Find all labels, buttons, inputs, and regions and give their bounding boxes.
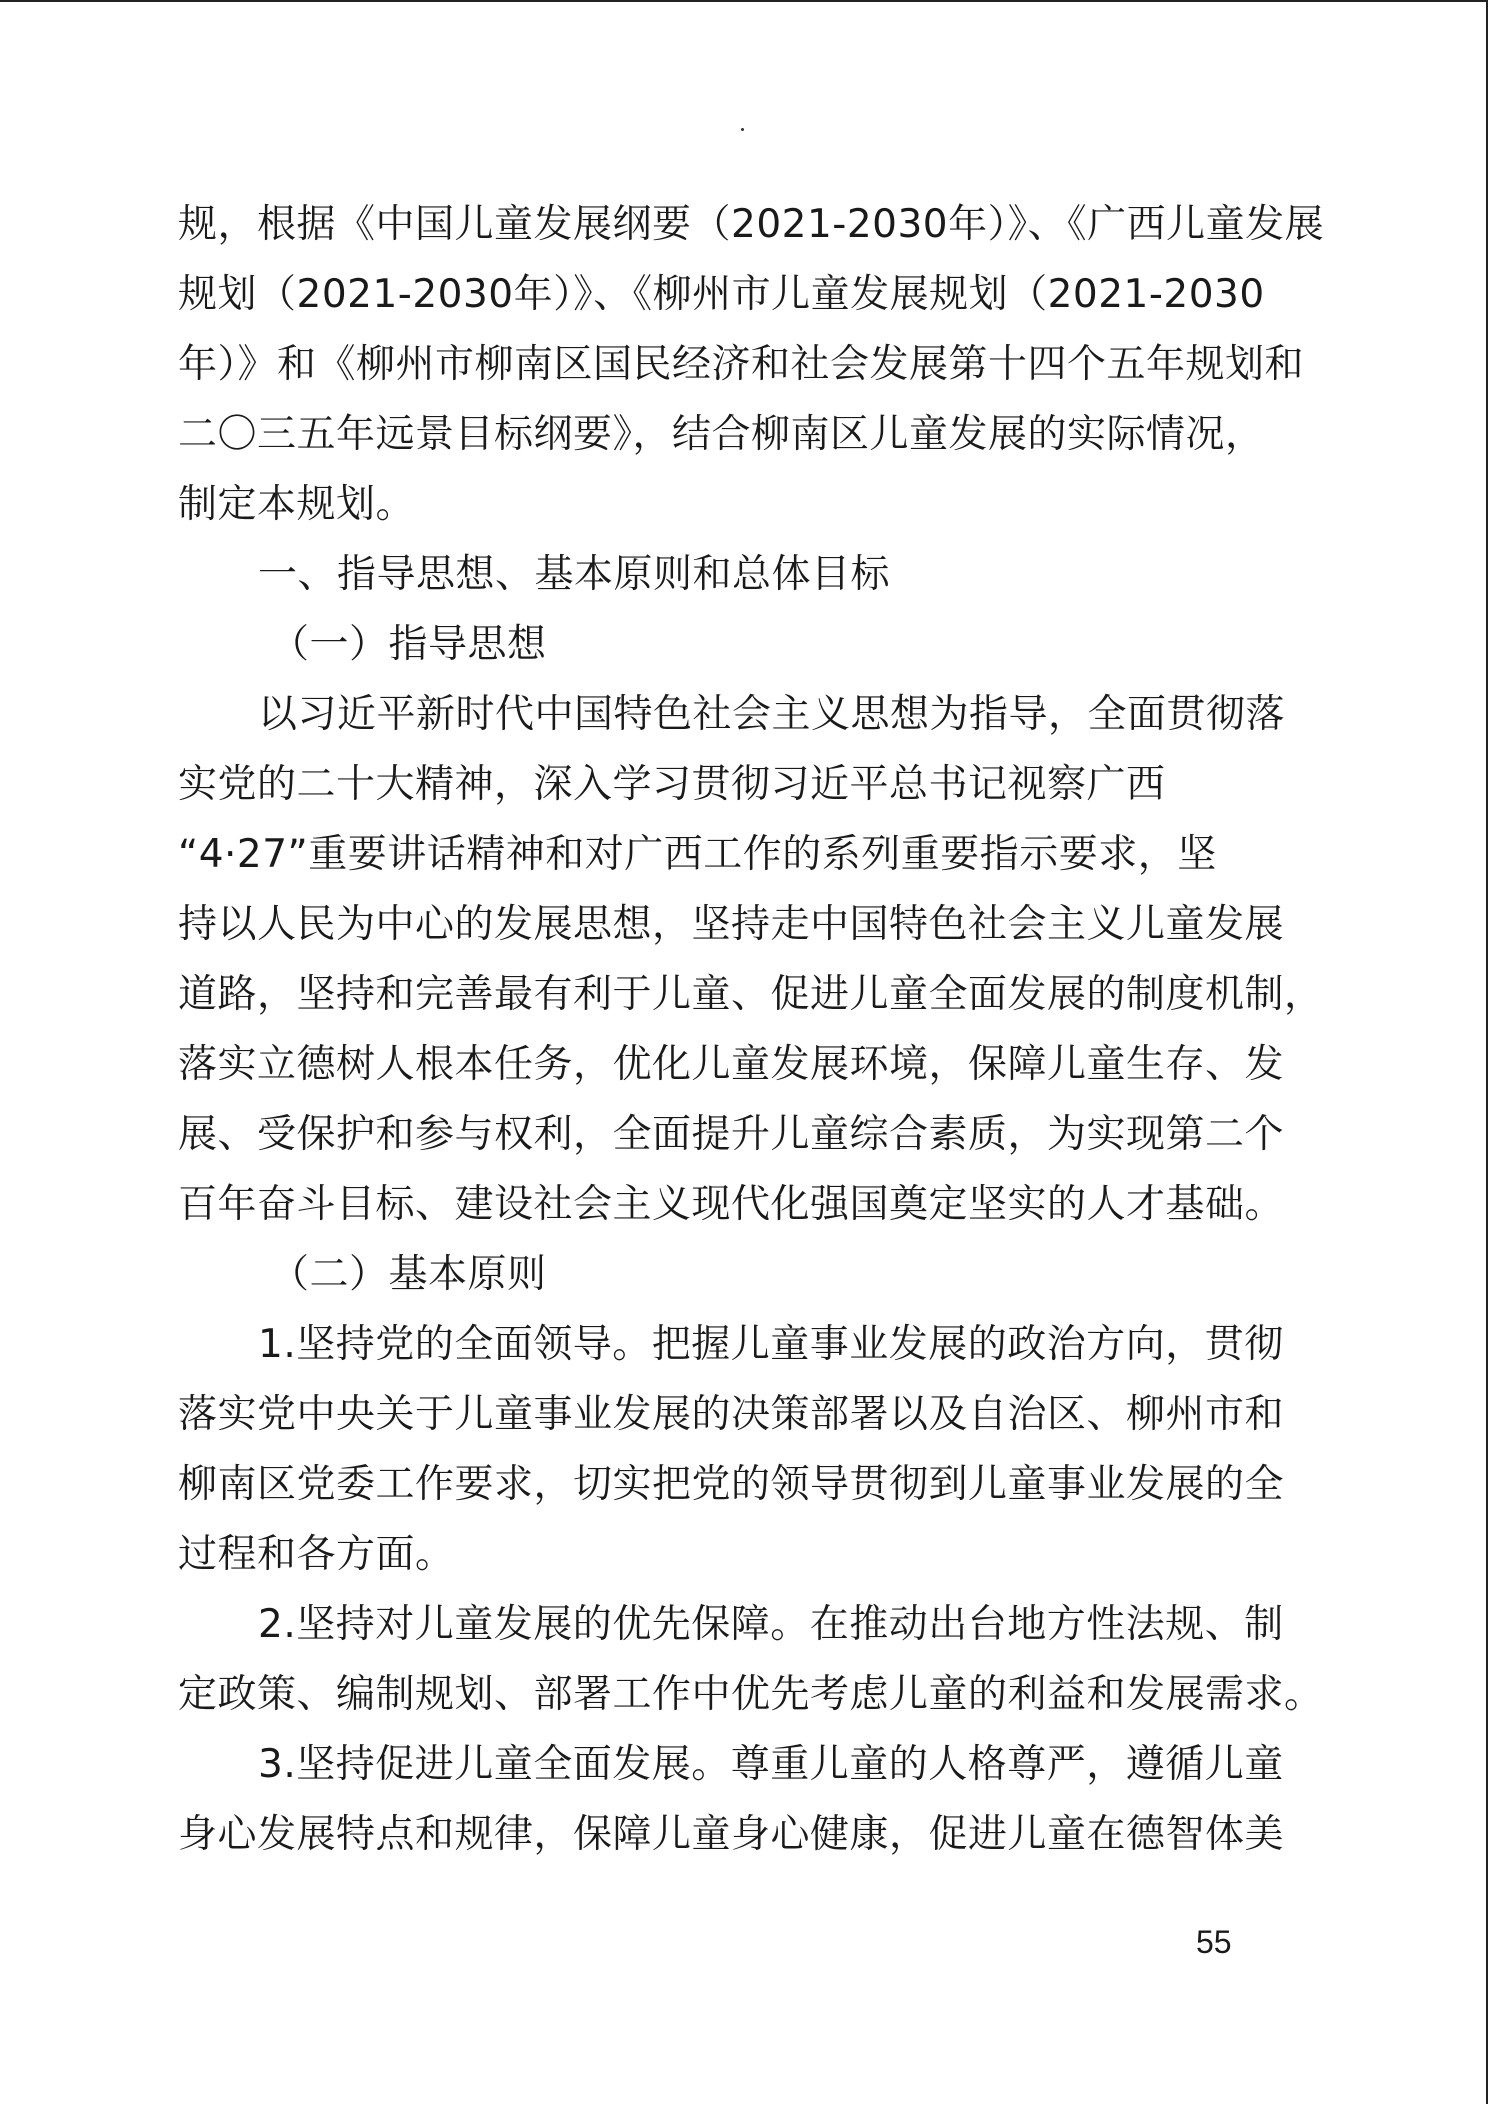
page-top-mark (741, 128, 744, 131)
body-line: 过程和各方面。 (178, 1532, 455, 1577)
body-line: 制定本规划。 (178, 482, 416, 527)
document-body (178, 190, 1325, 1870)
page-top-border (0, 0, 1488, 2)
page-number: 55 (1196, 1924, 1232, 1960)
body-line: 2.坚持对儿童发展的优先保障。在推动出台地方性法规、制 (258, 1602, 1284, 1647)
body-line: 年）》和《柳州市柳南区国民经济和社会发展第十四个五年规划和 (178, 342, 1305, 387)
body-line: 身心发展特点和规律，保障儿童身心健康，促进儿童在德智体美 (178, 1812, 1285, 1857)
section-heading: 一、指导思想、基本原则和总体目标 (258, 552, 891, 597)
body-line: 落实立德树人根本任务，优化儿童发展环境，保障儿童生存、发 (178, 1042, 1285, 1087)
body-line: 实党的二十大精神，深入学习贯彻习近平总书记视察广西 (178, 762, 1166, 807)
body-line: 落实党中央关于儿童事业发展的决策部署以及自治区、柳州市和 (178, 1392, 1285, 1437)
body-line: “4·27”重要讲话精神和对广西工作的系列重要指示要求，坚 (178, 832, 1217, 877)
body-line: 持以人民为中心的发展思想，坚持走中国特色社会主义儿童发展 (178, 902, 1285, 947)
body-line: 规划（2021-2030年）》、《柳州市儿童发展规划（2021-2030 (178, 272, 1265, 317)
body-line: 定政策、编制规划、部署工作中优先考虑儿童的利益和发展需求。 (178, 1672, 1324, 1717)
body-line: 百年奋斗目标、建设社会主义现代化强国奠定坚实的人才基础。 (178, 1182, 1285, 1227)
body-line: 1.坚持党的全面领导。把握儿童事业发展的政治方向，贯彻 (258, 1322, 1284, 1367)
subsection-heading: （二）基本原则 (270, 1252, 547, 1297)
body-line: 展、受保护和参与权利，全面提升儿童综合素质，为实现第二个 (178, 1112, 1285, 1157)
body-line: 3.坚持促进儿童全面发展。尊重儿童的人格尊严，遵循儿童 (258, 1742, 1284, 1787)
body-line: 柳南区党委工作要求，切实把党的领导贯彻到儿童事业发展的全 (178, 1462, 1285, 1507)
body-line: 二〇三五年远景目标纲要》，结合柳南区儿童发展的实际情况， (178, 412, 1265, 457)
body-line: 以习近平新时代中国特色社会主义思想为指导，全面贯彻落 (258, 692, 1286, 737)
body-line: 道路，坚持和完善最有利于儿童、促进儿童全面发展的制度机制， (178, 972, 1324, 1017)
subsection-heading: （一）指导思想 (270, 622, 547, 667)
body-line: 规，根据《中国儿童发展纲要（2021-2030年）》、《广西儿童发展 (178, 202, 1325, 247)
